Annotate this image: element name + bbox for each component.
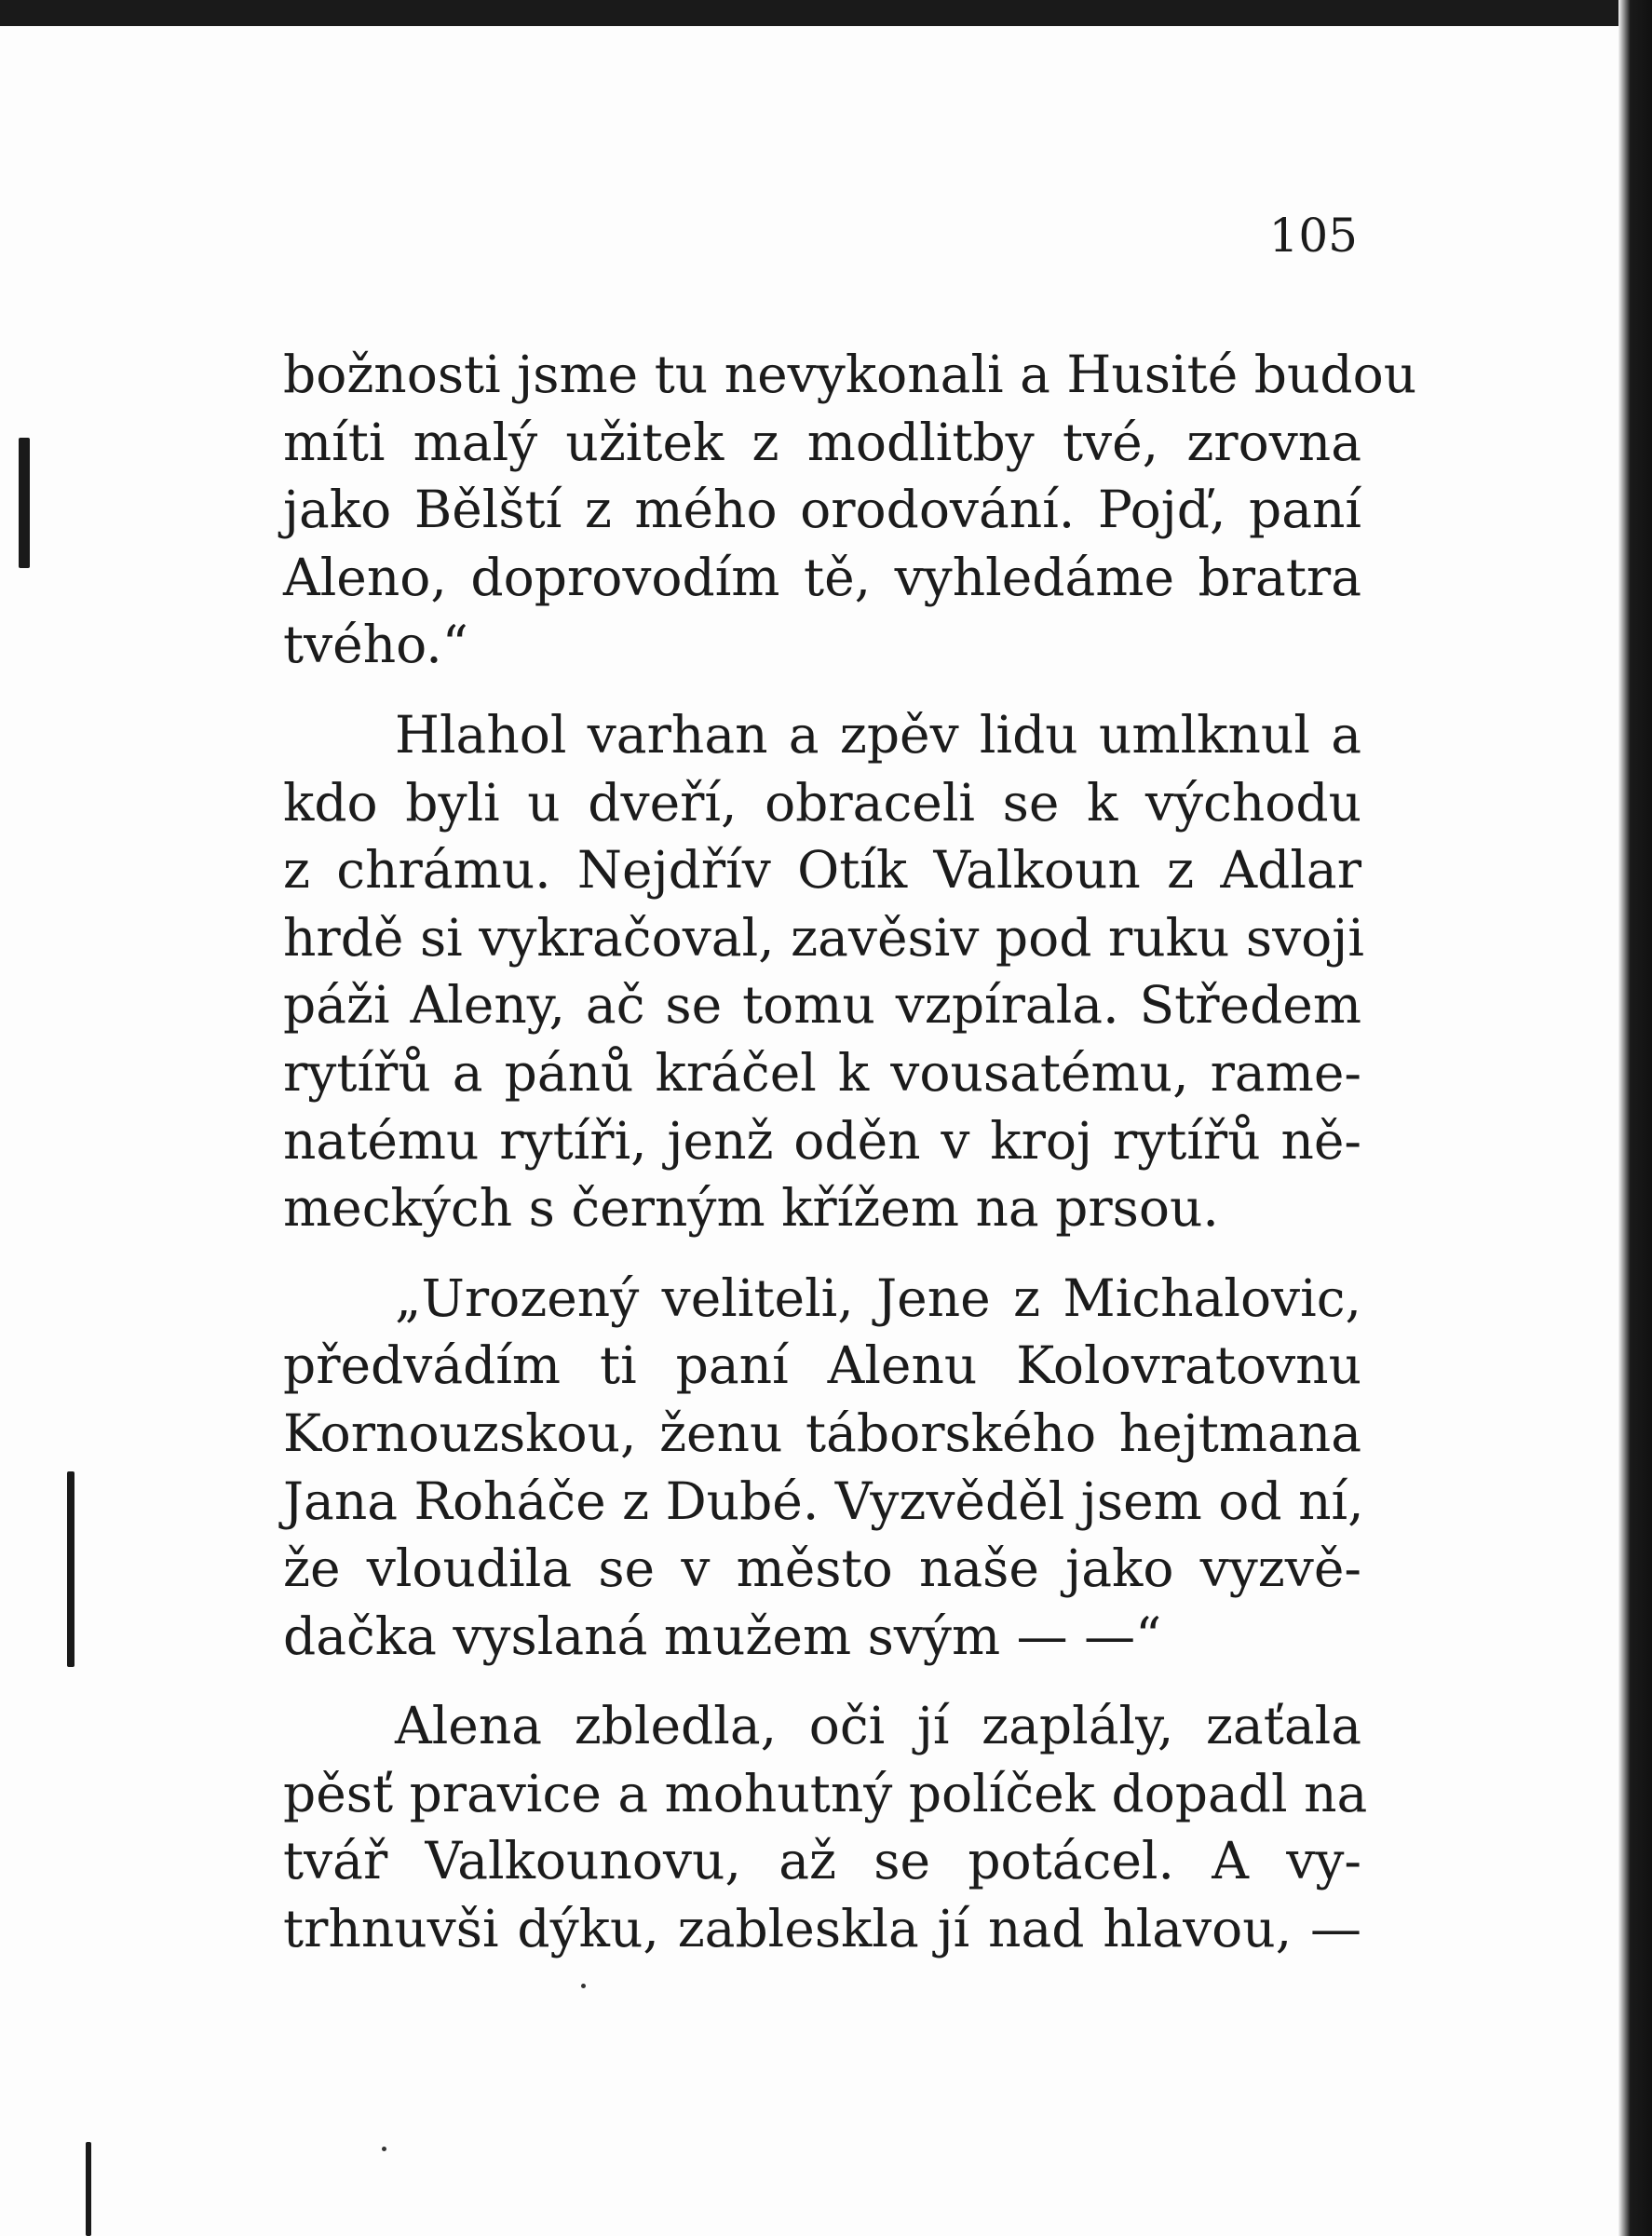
text-line: kdo byli u dveří, obraceli se k východu <box>283 772 1361 833</box>
paragraph-4 <box>283 1692 1368 1962</box>
text-line: božnosti jsme tu nevykonali a Husité budou <box>283 345 1417 404</box>
text-line: Alena zbledla, oči jí zaplály, zaťala <box>395 1696 1361 1756</box>
text-line: páži Aleny, ač se tomu vzpírala. Středem <box>283 975 1361 1036</box>
page-number: 105 <box>1268 209 1358 263</box>
text-line: z chrámu. Nejdřív Otík Valkoun z Adlar <box>283 840 1361 901</box>
text-line: trhnuvši dýku, zableskla jí nad hlavou, — <box>283 1899 1361 1959</box>
text-line: tvého.“ <box>283 615 468 675</box>
scan-speck <box>382 2147 386 2151</box>
scan-top-edge <box>0 0 1652 26</box>
scan-left-mark-top <box>19 438 30 568</box>
paragraph-1 <box>283 341 1417 679</box>
scan-left-mark-mid <box>67 1471 74 1667</box>
text-line: Kornouzskou, ženu táborského hejtmana <box>283 1403 1361 1463</box>
body-text <box>283 341 1417 1985</box>
text-line: meckých s černým křížem na prsou. <box>283 1178 1219 1239</box>
text-line: předvádím ti paní Alenu Kolovratovnu <box>283 1335 1361 1396</box>
text-line: Hlahol varhan a zpěv lidu umlknul a <box>395 704 1361 765</box>
scan-right-edge <box>1618 0 1652 2236</box>
text-line: pěsť pravice a mohutný políček dopadl na <box>283 1763 1368 1823</box>
text-line: tvář Valkounovu, až se potácel. A vy- <box>283 1831 1361 1891</box>
text-line: Aleno, doprovodím tě, vyhledáme bratra <box>283 547 1361 607</box>
text-line: jako Bělští z mého orodování. Pojď, paní <box>283 480 1361 540</box>
text-line: „Urozený veliteli, Jene z Michalovic, <box>395 1267 1361 1328</box>
text-line: rytířů a pánů kráčel k vousatému, rame- <box>283 1042 1361 1103</box>
text-line: hrdě si vykračoval, zavěsiv pod ruku svoji <box>283 907 1364 968</box>
text-line: natému rytíři, jenž oděn v kroj rytířů ně- <box>283 1110 1361 1171</box>
text-line: dačka vyslaná mužem svým — —“ <box>283 1606 1162 1666</box>
text-line: že vloudila se v město naše jako vyzvě- <box>283 1538 1361 1599</box>
text-line: míti malý užitek z modlitby tvé, zrovna <box>283 412 1361 472</box>
text-line: Jana Roháče z Dubé. Vyzvěděl jsem od ní, <box>283 1470 1364 1531</box>
paragraph-2 <box>283 701 1364 1242</box>
scan-left-mark-bottom <box>86 2142 91 2236</box>
paragraph-3 <box>283 1265 1364 1671</box>
